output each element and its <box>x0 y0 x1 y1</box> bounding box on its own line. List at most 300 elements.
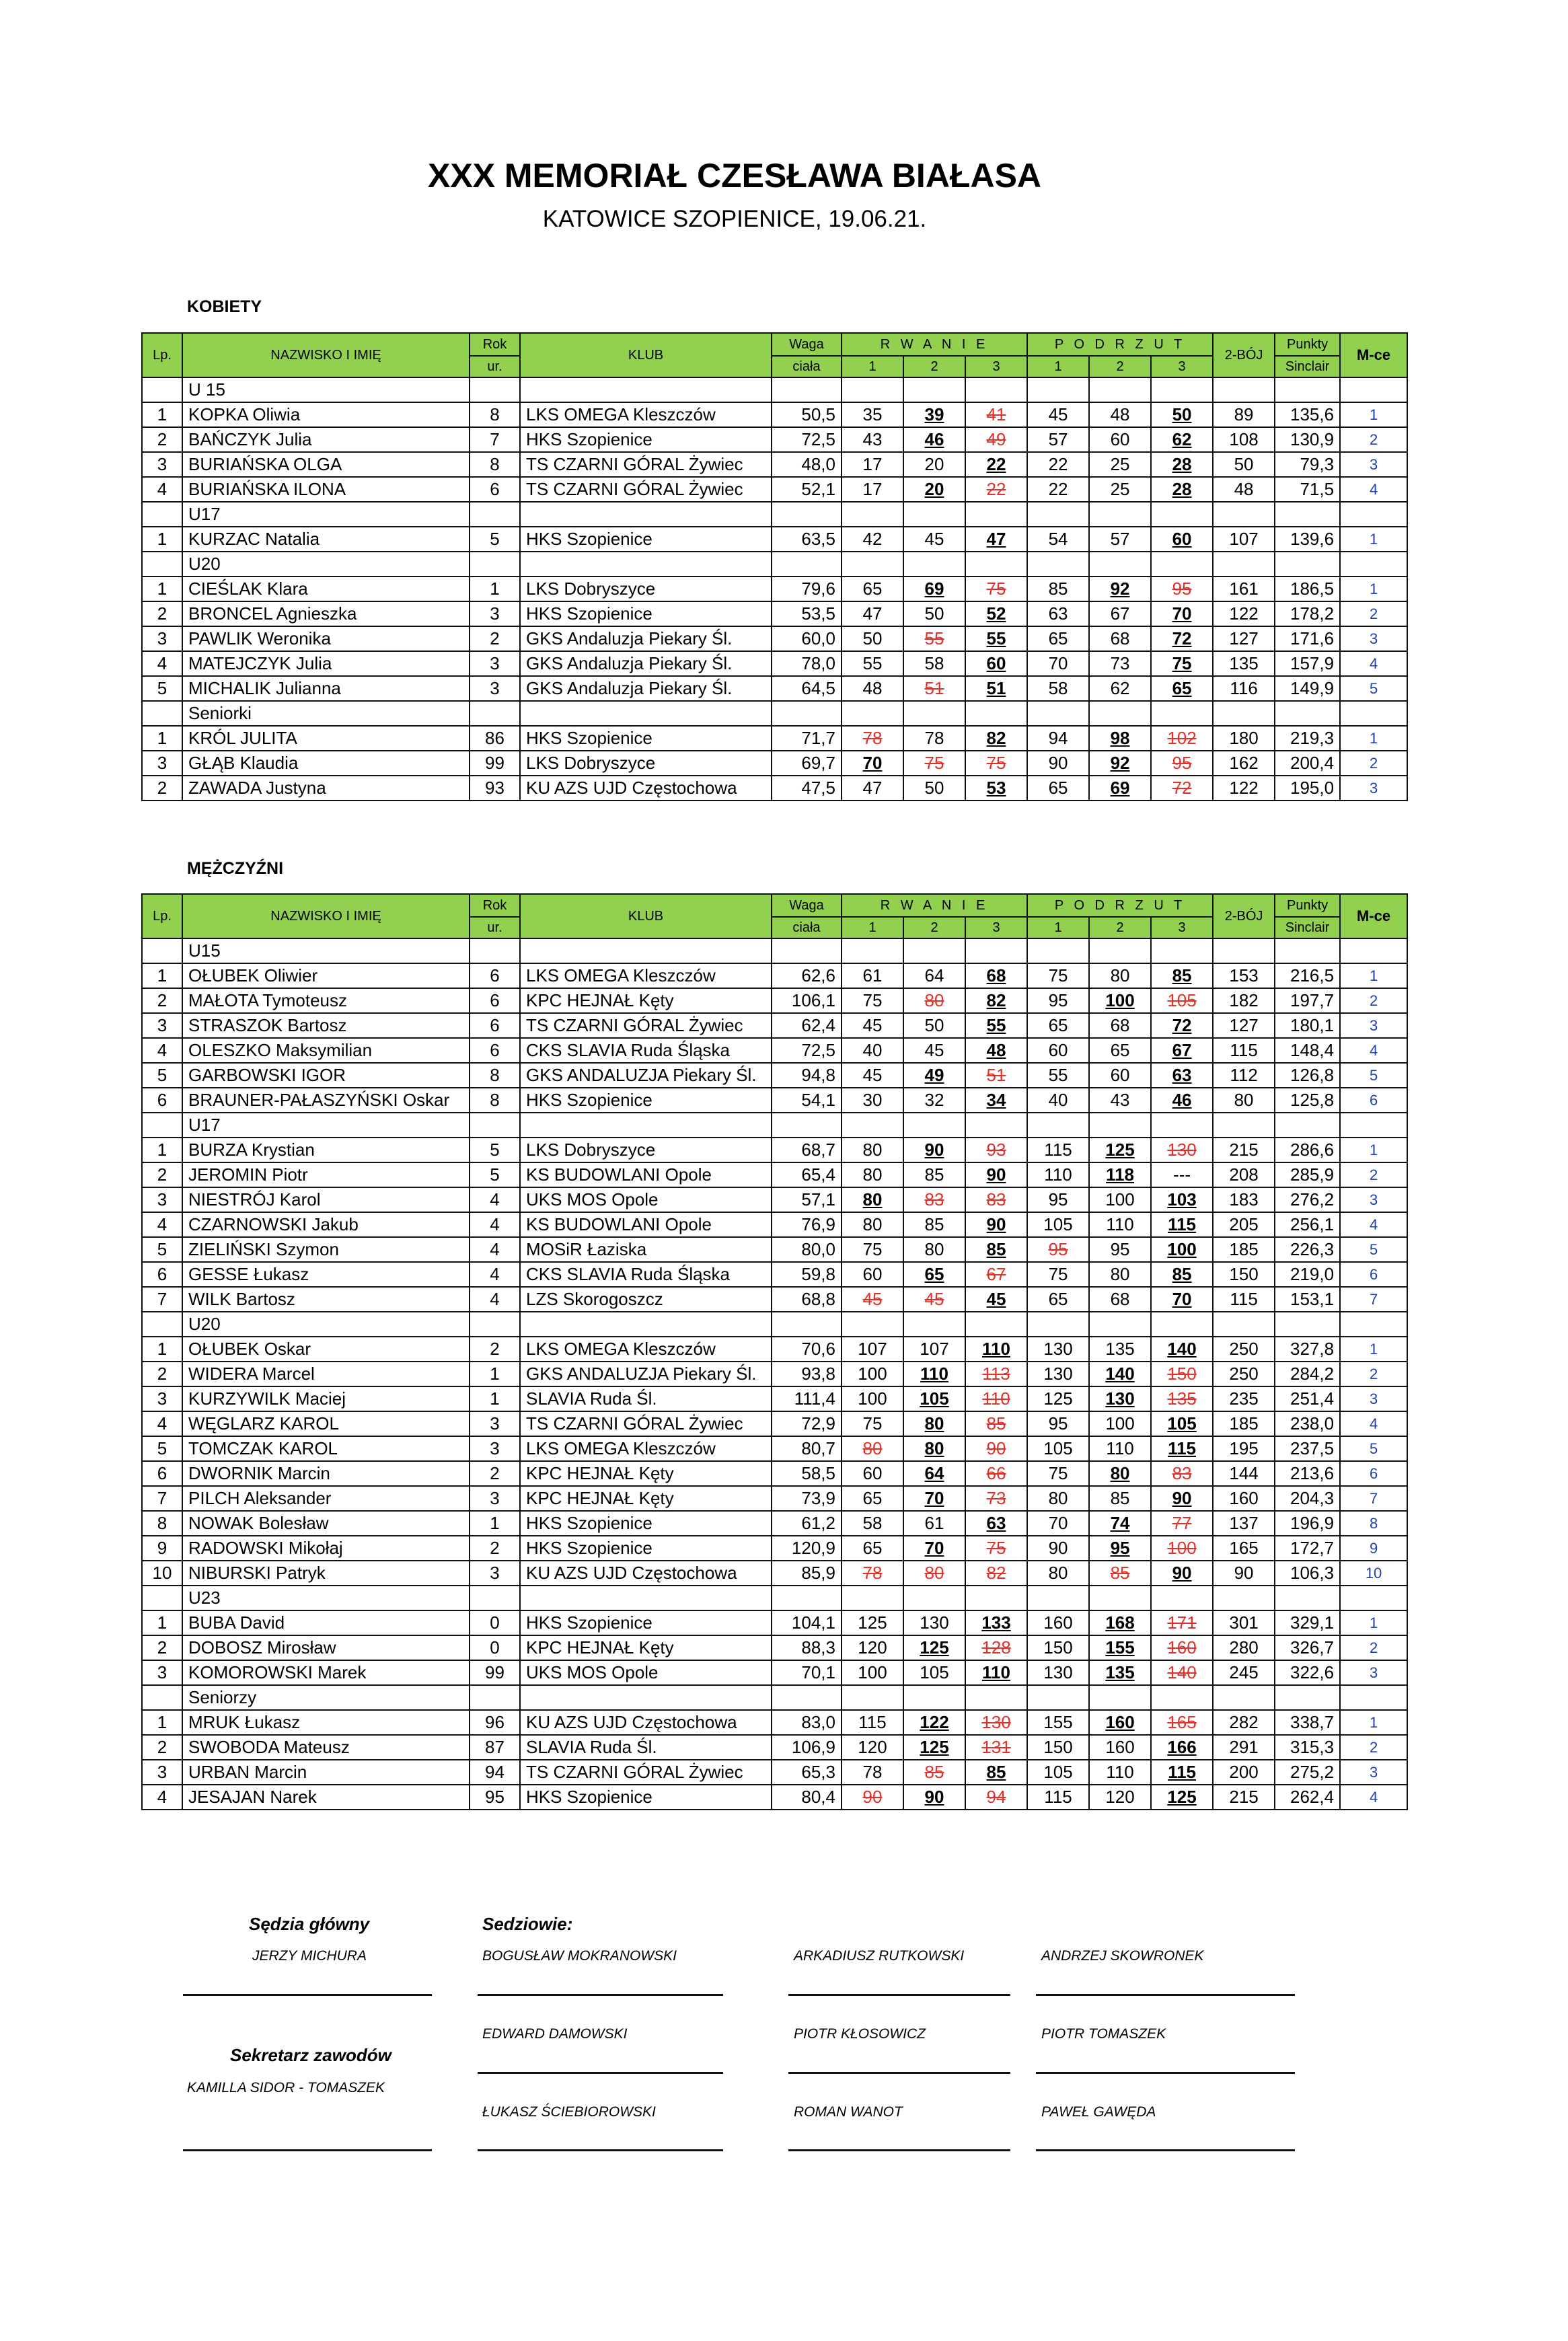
snatch-attempt <box>842 1635 903 1660</box>
category-cell-empty <box>470 701 520 726</box>
place-value: 2 <box>1340 1362 1407 1386</box>
table-row <box>142 1760 1407 1785</box>
snatch-attempt <box>965 626 1027 651</box>
category-cell-empty <box>1275 1113 1340 1138</box>
lp-cell: 6 <box>142 1088 182 1113</box>
snatch-attempt-value: 82 <box>986 990 1006 1010</box>
snatch-attempt-value: 110 <box>982 1662 1010 1682</box>
body-weight: 104,1 <box>772 1610 842 1635</box>
place-header: M-ce <box>1340 894 1407 938</box>
snatch-attempt <box>903 427 965 452</box>
category-row <box>142 377 1407 402</box>
clean-jerk-attempt <box>1089 776 1151 801</box>
clean-jerk-attempt-value: 80 <box>1110 1264 1130 1284</box>
category-cell-empty <box>1027 1113 1089 1138</box>
page-title: XXX MEMORIAŁ CZESŁAWA BIAŁASA <box>427 157 1042 194</box>
clean-jerk-attempt <box>1027 1486 1089 1511</box>
snatch-attempt <box>842 1511 903 1536</box>
category-cell-empty <box>1275 1312 1340 1337</box>
category-cell-empty <box>1213 377 1275 402</box>
clean-jerk-attempt <box>1151 1038 1213 1063</box>
birth-year: 2 <box>470 1461 520 1486</box>
snatch-attempt-value: 45 <box>924 1289 944 1309</box>
snatch-attempt <box>842 1262 903 1287</box>
snatch-attempt-value: 85 <box>924 1762 944 1782</box>
sinclair-value: 200,4 <box>1275 751 1340 776</box>
signature-line <box>183 2149 432 2151</box>
clean-jerk-attempt <box>1027 1436 1089 1461</box>
clean-jerk-attempt <box>1027 751 1089 776</box>
clean-jerk-attempt <box>1027 963 1089 988</box>
lp-cell: 1 <box>142 726 182 751</box>
sinclair-value: 322,6 <box>1275 1660 1340 1685</box>
birth-year: 8 <box>470 402 520 427</box>
category-cell-empty <box>1275 1586 1340 1610</box>
category-cell-empty <box>1027 938 1089 963</box>
snatch-attempt-value: 47 <box>862 778 883 798</box>
club-name: TS CZARNI GÓRAL Żywiec <box>520 477 772 502</box>
clean-jerk-attempt-value: 67 <box>1110 603 1130 624</box>
lp-cell: 1 <box>142 1610 182 1635</box>
clean-jerk-attempt-value: 105 <box>1043 1762 1073 1782</box>
snatch-attempt-value: 125 <box>920 1737 949 1757</box>
category-label: Seniorki <box>182 701 470 726</box>
clean-jerk-attempt <box>1027 1536 1089 1561</box>
lp-cell: 8 <box>142 1511 182 1536</box>
place-value: 7 <box>1340 1287 1407 1312</box>
category-cell-empty <box>1089 1586 1151 1610</box>
clean-jerk-attempt <box>1027 626 1089 651</box>
snatch-attempt-value: 107 <box>920 1339 949 1359</box>
category-row <box>142 701 1407 726</box>
snatch-attempt <box>903 1610 965 1635</box>
snatch-attempt-value: 63 <box>986 1513 1006 1533</box>
body-weight: 88,3 <box>772 1635 842 1660</box>
name-header: NAZWISKO I IMIĘ <box>182 894 470 938</box>
clean-jerk-attempt-value: 95 <box>1048 990 1068 1010</box>
snatch-attempt <box>903 1785 965 1810</box>
category-cell-empty <box>965 701 1027 726</box>
snatch-attempt-value: 115 <box>858 1712 887 1732</box>
clean-jerk-attempt-value: 95 <box>1110 1538 1130 1558</box>
sinclair-value: 329,1 <box>1275 1610 1340 1635</box>
body-weight: 62,4 <box>772 1013 842 1038</box>
snatch-attempt-value: 30 <box>862 1090 883 1110</box>
clean-jerk-attempt <box>1089 1013 1151 1038</box>
place-value: 1 <box>1340 1337 1407 1362</box>
snatch-attempt <box>903 1386 965 1411</box>
athlete-name: SWOBODA Mateusz <box>182 1735 470 1760</box>
snatch-attempt <box>965 427 1027 452</box>
club-name: HKS Szopienice <box>520 1536 772 1561</box>
category-cell-empty <box>1089 502 1151 527</box>
category-cell-empty <box>842 552 903 577</box>
category-cell-empty <box>965 377 1027 402</box>
clean-jerk-attempt <box>1027 1561 1089 1586</box>
snatch-attempt <box>903 988 965 1013</box>
clean-jerk-attempt-value: 70 <box>1172 603 1192 624</box>
athlete-name: WILK Bartosz <box>182 1287 470 1312</box>
snatch-attempt-value: 47 <box>862 603 883 624</box>
athlete-name: MRUK Łukasz <box>182 1710 470 1735</box>
birth-year: 0 <box>470 1610 520 1635</box>
signature-line <box>478 2072 723 2074</box>
birth-year: 6 <box>470 963 520 988</box>
total-value: 215 <box>1213 1785 1275 1810</box>
athlete-name: OŁUBEK Oliwier <box>182 963 470 988</box>
category-cell-empty <box>470 1586 520 1610</box>
clean-jerk-attempt <box>1151 527 1213 552</box>
snatch-attempt-value: 39 <box>924 404 944 424</box>
total-value: 200 <box>1213 1760 1275 1785</box>
lp-cell: 1 <box>142 402 182 427</box>
clean-jerk-attempt <box>1027 527 1089 552</box>
snatch-attempt <box>903 1187 965 1212</box>
clean-jerk-attempt <box>1151 402 1213 427</box>
snatch-attempt-value: 83 <box>924 1189 944 1210</box>
table-row <box>142 651 1407 676</box>
category-cell-empty <box>965 1685 1027 1710</box>
clean-jerk-attempt-value: 95 <box>1110 1239 1130 1259</box>
clean-jerk-attempt <box>1027 1735 1089 1760</box>
category-cell-empty <box>903 552 965 577</box>
clean-jerk-attempt <box>1151 452 1213 477</box>
category-cell-empty <box>903 938 965 963</box>
clean-jerk-attempt-value: 150 <box>1043 1637 1073 1658</box>
snatch-attempt <box>903 1013 965 1038</box>
birth-year: 1 <box>470 577 520 601</box>
lp-cell: 3 <box>142 751 182 776</box>
sinclair-value: 315,3 <box>1275 1735 1340 1760</box>
clean-jerk-attempt <box>1151 1237 1213 1262</box>
weight-header-sub: ciała <box>772 917 842 938</box>
place-value: 10 <box>1340 1561 1407 1586</box>
category-cell-empty <box>842 1586 903 1610</box>
signature-line <box>788 1994 1010 1996</box>
sinclair-value: 186,5 <box>1275 577 1340 601</box>
club-name: LZS Skorogoszcz <box>520 1287 772 1312</box>
clean-jerk-attempt <box>1151 626 1213 651</box>
birth-year: 3 <box>470 1486 520 1511</box>
category-cell-empty <box>1151 552 1213 577</box>
snatch-attempt-value: 80 <box>924 990 944 1010</box>
clean-jerk-attempt-value: 77 <box>1172 1513 1192 1533</box>
clean-jerk-attempt-value: 68 <box>1110 628 1130 648</box>
snatch-attempt-value: 90 <box>924 1140 944 1160</box>
clean-jerk-attempt-value: 45 <box>1048 404 1068 424</box>
clean-jerk-attempt-value: 68 <box>1110 1289 1130 1309</box>
clean-jerk-attempt <box>1027 452 1089 477</box>
clean-jerk-attempt <box>1151 1635 1213 1660</box>
snatch-attempt-value: 85 <box>924 1164 944 1185</box>
clean-jerk-attempt-value: 60 <box>1048 1040 1068 1060</box>
total-value: 122 <box>1213 601 1275 626</box>
clean-jerk-attempt <box>1027 601 1089 626</box>
clean-jerk-attempt-value: 80 <box>1048 1563 1068 1583</box>
snatch-attempt-value: 120 <box>858 1637 887 1658</box>
clean-jerk-attempt-value: 72 <box>1172 778 1192 798</box>
snatch-attempt-value: 105 <box>920 1388 949 1409</box>
snatch-attempt <box>903 726 965 751</box>
total-value: 48 <box>1213 477 1275 502</box>
snatch-attempt-value: 85 <box>924 1214 944 1234</box>
head-judge-name: JERZY MICHURA <box>252 1948 367 1964</box>
total-value: 215 <box>1213 1138 1275 1162</box>
category-row <box>142 938 1407 963</box>
section-title-men: MĘŻCZYŹNI <box>187 859 284 878</box>
header-row <box>142 894 1407 917</box>
snatch-attempt <box>903 1038 965 1063</box>
clean-jerk-attempt-value: 110 <box>1106 1438 1134 1458</box>
table-row <box>142 577 1407 601</box>
lp-cell: 2 <box>142 1162 182 1187</box>
head-judge-title: Sędzia główny <box>249 1914 370 1934</box>
category-cell-empty <box>1027 1312 1089 1337</box>
athlete-name: BURZA Krystian <box>182 1138 470 1162</box>
snatch-attempt-value: 73 <box>986 1488 1006 1508</box>
total-value: 180 <box>1213 726 1275 751</box>
clean-jerk-attempt-value: 80 <box>1110 965 1130 986</box>
lp-cell: 3 <box>142 452 182 477</box>
clean-jerk-attempt <box>1151 1785 1213 1810</box>
clean-jerk-attempt-value: 155 <box>1043 1712 1073 1732</box>
lp-header: Lp. <box>142 333 182 377</box>
birth-year: 94 <box>470 1760 520 1785</box>
clean-jerk-attempt-value: 140 <box>1167 1339 1197 1359</box>
total-value: 301 <box>1213 1610 1275 1635</box>
total-value: 282 <box>1213 1710 1275 1735</box>
category-cell-empty <box>520 1586 772 1610</box>
clean-jerk-attempt-value: 130 <box>1105 1388 1135 1409</box>
club-name: KPC HEJNAŁ Kęty <box>520 1486 772 1511</box>
clean-jerk-attempt <box>1027 1138 1089 1162</box>
category-cell-empty <box>965 1113 1027 1138</box>
sinclair-value: 196,9 <box>1275 1511 1340 1536</box>
birth-year: 3 <box>470 1411 520 1436</box>
clean-jerk-attempt <box>1089 1610 1151 1635</box>
sinclair-value: 149,9 <box>1275 676 1340 701</box>
club-name: GKS ANDALUZJA Piekary Śl. <box>520 1362 772 1386</box>
attempt-number-header: 1 <box>842 356 903 377</box>
snatch-attempt <box>965 1138 1027 1162</box>
birth-year: 8 <box>470 1063 520 1088</box>
sinclair-header: Punkty <box>1275 333 1340 356</box>
table-row <box>142 963 1407 988</box>
place-value: 2 <box>1340 1735 1407 1760</box>
total-value: 144 <box>1213 1461 1275 1486</box>
club-name: KS BUDOWLANI Opole <box>520 1162 772 1187</box>
snatch-attempt-value: 49 <box>986 429 1006 449</box>
clean-jerk-attempt <box>1089 601 1151 626</box>
athlete-name: BRONCEL Agnieszka <box>182 601 470 626</box>
lp-cell: 2 <box>142 1635 182 1660</box>
sinclair-value: 238,0 <box>1275 1411 1340 1436</box>
snatch-attempt-value: 133 <box>981 1612 1011 1633</box>
attempt-number-header: 1 <box>1027 356 1089 377</box>
club-name: HKS Szopienice <box>520 1785 772 1810</box>
table-row <box>142 1710 1407 1735</box>
lp-cell: 2 <box>142 427 182 452</box>
snatch-attempt-value: 100 <box>858 1388 887 1409</box>
sinclair-header: Punkty <box>1275 894 1340 917</box>
clean-jerk-attempt <box>1089 676 1151 701</box>
snatch-attempt <box>842 1461 903 1486</box>
total-value: 182 <box>1213 988 1275 1013</box>
table-row <box>142 726 1407 751</box>
category-cell-empty <box>1213 1685 1275 1710</box>
snatch-attempt-value: 47 <box>986 529 1006 549</box>
snatch-attempt-value: 120 <box>858 1737 887 1757</box>
body-weight: 70,6 <box>772 1337 842 1362</box>
clean-jerk-attempt <box>1089 726 1151 751</box>
table-row <box>142 1411 1407 1436</box>
snatch-attempt <box>903 1735 965 1760</box>
clean-jerk-attempt-value: 73 <box>1110 653 1130 673</box>
clean-jerk-attempt <box>1151 1162 1213 1187</box>
clean-jerk-attempt <box>1027 651 1089 676</box>
category-cell-empty <box>1213 701 1275 726</box>
sinclair-value: 171,6 <box>1275 626 1340 651</box>
club-name: KPC HEJNAŁ Kęty <box>520 1635 772 1660</box>
clean-jerk-attempt-value: 90 <box>1048 1538 1068 1558</box>
snatch-attempt <box>903 601 965 626</box>
clean-jerk-attempt-value: 130 <box>1043 1662 1073 1682</box>
weight-header: Waga <box>772 333 842 356</box>
clean-jerk-attempt-value: 95 <box>1172 579 1192 599</box>
clean-jerk-attempt <box>1151 1610 1213 1635</box>
clean-jerk-attempt-value: 58 <box>1048 678 1068 698</box>
snatch-attempt <box>842 1610 903 1635</box>
clean-jerk-attempt-value: 160 <box>1043 1612 1073 1633</box>
clean-jerk-attempt <box>1089 988 1151 1013</box>
club-name: TS CZARNI GÓRAL Żywiec <box>520 452 772 477</box>
snatch-attempt <box>903 1362 965 1386</box>
birth-year: 3 <box>470 1436 520 1461</box>
clean-jerk-attempt <box>1089 1486 1151 1511</box>
category-cell-empty <box>842 502 903 527</box>
table-row <box>142 626 1407 651</box>
club-name: LKS Dobryszyce <box>520 751 772 776</box>
category-cell-empty <box>772 377 842 402</box>
clean-jerk-attempt <box>1027 402 1089 427</box>
snatch-attempt-value: 49 <box>924 1065 944 1085</box>
birth-year: 8 <box>470 1088 520 1113</box>
snatch-attempt <box>965 1212 1027 1237</box>
place-value: 2 <box>1340 1162 1407 1187</box>
birth-year: 3 <box>470 676 520 701</box>
clean-jerk-attempt-value: 95 <box>1048 1413 1068 1434</box>
signature-line <box>1036 1994 1295 1996</box>
clean-jerk-attempt <box>1151 1212 1213 1237</box>
place-value: 1 <box>1340 726 1407 751</box>
clean-jerk-attempt <box>1089 626 1151 651</box>
athlete-name: BUBA David <box>182 1610 470 1635</box>
body-weight: 48,0 <box>772 452 842 477</box>
snatch-attempt <box>903 1635 965 1660</box>
clean-jerk-attempt <box>1151 1088 1213 1113</box>
snatch-attempt <box>965 1287 1027 1312</box>
clean-jerk-attempt-value: 168 <box>1105 1612 1135 1633</box>
total-value: 160 <box>1213 1486 1275 1511</box>
club-name: UKS MOS Opole <box>520 1187 772 1212</box>
club-header: KLUB <box>520 333 772 377</box>
category-cell-empty <box>1151 1586 1213 1610</box>
attempt-number-header: 3 <box>1151 356 1213 377</box>
total-value: 280 <box>1213 1635 1275 1660</box>
snatch-attempt-value: 51 <box>986 1065 1006 1085</box>
clean-jerk-attempt <box>1089 1063 1151 1088</box>
table-row <box>142 1386 1407 1411</box>
snatch-attempt-value: 65 <box>862 1488 883 1508</box>
birth-year: 7 <box>470 427 520 452</box>
sinclair-value: 219,3 <box>1275 726 1340 751</box>
clean-jerk-attempt-value: 110 <box>1106 1762 1134 1782</box>
clean-jerk-attempt-value: 160 <box>1105 1712 1135 1732</box>
sinclair-value: 135,6 <box>1275 402 1340 427</box>
clean-jerk-attempt-value: 105 <box>1167 1413 1197 1434</box>
body-weight: 79,6 <box>772 577 842 601</box>
category-cell-empty <box>903 1685 965 1710</box>
place-value: 4 <box>1340 1212 1407 1237</box>
snatch-attempt <box>903 651 965 676</box>
athlete-name: PILCH Aleksander <box>182 1486 470 1511</box>
clean-jerk-attempt <box>1151 477 1213 502</box>
athlete-name: BRAUNER-PAŁASZYŃSKI Oskar <box>182 1088 470 1113</box>
clean-jerk-attempt-value: 140 <box>1167 1662 1197 1682</box>
category-cell-empty <box>520 1312 772 1337</box>
snatch-attempt <box>965 1660 1027 1685</box>
snatch-attempt <box>903 1411 965 1436</box>
clean-jerk-attempt-value: 25 <box>1110 454 1130 474</box>
athlete-name: JESAJAN Narek <box>182 1785 470 1810</box>
athlete-name: MICHALIK Julianna <box>182 676 470 701</box>
birth-year: 4 <box>470 1287 520 1312</box>
club-name: HKS Szopienice <box>520 726 772 751</box>
snatch-attempt <box>903 402 965 427</box>
snatch-attempt <box>842 1063 903 1088</box>
clean-jerk-attempt <box>1151 1411 1213 1436</box>
signature-line <box>788 2072 1010 2074</box>
snatch-attempt <box>965 1013 1027 1038</box>
category-cell-empty <box>772 552 842 577</box>
clean-jerk-attempt <box>1151 1187 1213 1212</box>
snatch-attempt-value: 131 <box>981 1737 1011 1757</box>
snatch-attempt <box>903 676 965 701</box>
sinclair-value: 197,7 <box>1275 988 1340 1013</box>
snatch-attempt <box>965 1411 1027 1436</box>
club-name: LKS OMEGA Kleszczów <box>520 1337 772 1362</box>
clean-jerk-attempt <box>1151 776 1213 801</box>
clean-jerk-attempt-value: 135 <box>1105 1662 1135 1682</box>
judge-name: PAWEŁ GAWĘDA <box>1041 2104 1156 2120</box>
club-name: HKS Szopienice <box>520 527 772 552</box>
lp-cell: 3 <box>142 1760 182 1785</box>
athlete-name: ZIELIŃSKI Szymon <box>182 1237 470 1262</box>
clean-jerk-attempt-value: 102 <box>1167 728 1197 748</box>
category-cell-empty <box>903 1312 965 1337</box>
snatch-attempt-value: 85 <box>986 1762 1006 1782</box>
club-name: GKS Andaluzja Piekary Śl. <box>520 676 772 701</box>
snatch-attempt <box>842 1536 903 1561</box>
snatch-attempt <box>965 452 1027 477</box>
clean-jerk-attempt-value: 72 <box>1172 1015 1192 1035</box>
category-cell-empty <box>965 938 1027 963</box>
birth-year: 99 <box>470 751 520 776</box>
snatch-attempt <box>842 577 903 601</box>
snatch-attempt-value: 58 <box>862 1513 883 1533</box>
snatch-attempt-value: 50 <box>924 603 944 624</box>
body-weight: 106,1 <box>772 988 842 1013</box>
